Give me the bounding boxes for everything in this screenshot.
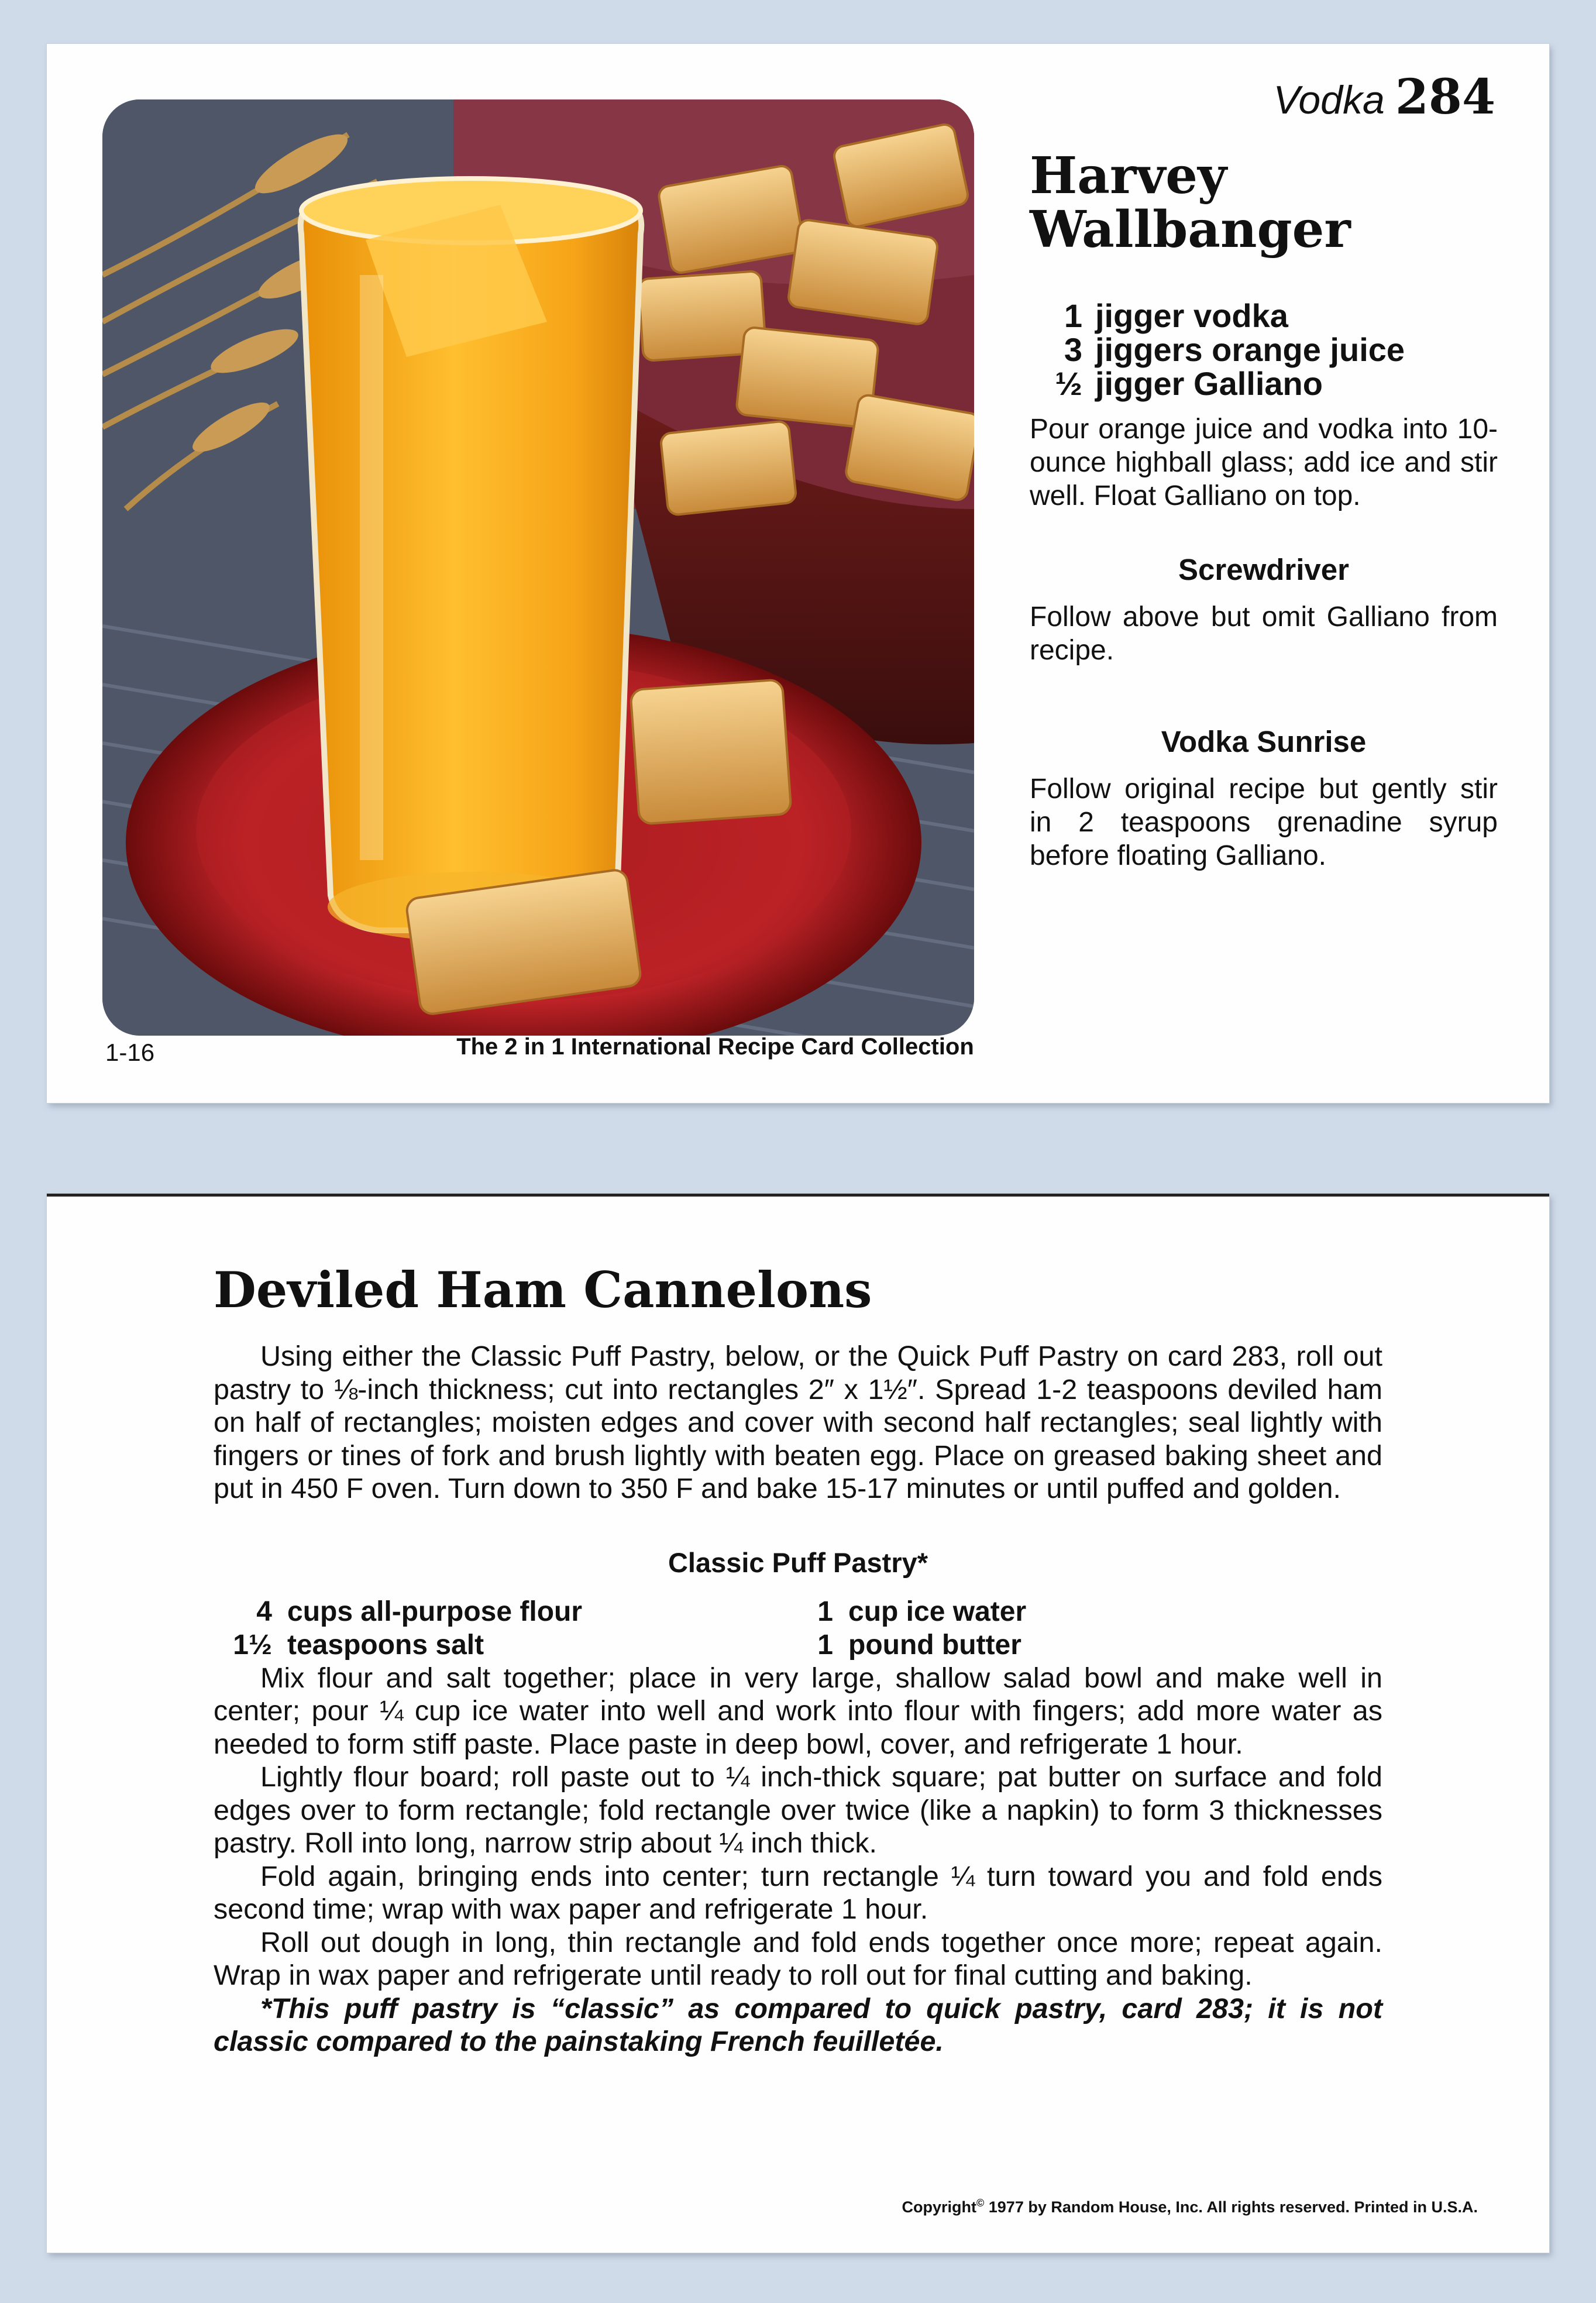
step-paragraph: Lightly flour board; roll paste out to ¼ inch-thick square; pat butter on surface and fold edges over to form rectangle; fold rectangle over twice (like a napkin) to form 3 thicknesses pastry. Roll into long, narrow strip about ¼ inch thick. — [214, 1761, 1382, 1859]
ingredient-item: teaspoons salt — [287, 1629, 484, 1661]
ingredient-row — [798, 1595, 1382, 1628]
directions: Pour orange juice and vodka into 10-ounce highball glass; add ice and stir well. Float Galliano on top. — [1030, 414, 1498, 511]
ingredient-item: cup ice water — [848, 1596, 1027, 1627]
recipe-card-front — [47, 44, 1549, 1103]
recipe-title — [1030, 146, 1498, 259]
ingredient-item: jigger vodka — [1095, 297, 1288, 334]
recipe-title-line-2: Wallbanger — [1030, 200, 1351, 259]
ingredient-qty: 3 — [1064, 331, 1082, 368]
ingredient-row — [798, 1628, 1382, 1662]
back-recipe-title: Deviled Ham Cannelons — [214, 1261, 872, 1319]
ingredient-item: cups all-purpose flour — [287, 1596, 583, 1627]
footnote: *This puff pastry is “classic” as compared to quick pastry, card 283; it is not classic compared to the painstaking French feuilletée. — [214, 1992, 1382, 2057]
card-category-header — [1274, 68, 1495, 126]
ingredient-row — [214, 1595, 798, 1628]
ingredient-qty: 1 — [817, 1596, 833, 1627]
drink-photo — [102, 99, 974, 1036]
ingredient-item: pound butter — [848, 1629, 1021, 1661]
back-recipe-body — [214, 1340, 1382, 2058]
variation-text: Follow original recipe but gently stir in 2 teaspoons grenadine syrup before floating Galliano. — [1030, 774, 1498, 871]
ingredient-qty: 1½ — [233, 1629, 272, 1661]
copyright-text: 1977 by Random House, Inc. All rights reserved. Printed in U.S.A. — [988, 2198, 1478, 2216]
ingredients-left-column — [214, 1595, 798, 1662]
variation-title: Vodka Sunrise — [1161, 725, 1367, 758]
card-number: 284 — [1395, 69, 1495, 125]
recipe-card-back — [47, 1194, 1549, 2253]
recipe-column — [1030, 146, 1498, 872]
card-code: 1-16 — [105, 1039, 155, 1066]
ingredient-item: jigger Galliano — [1095, 365, 1323, 402]
ingredient-qty: 1 — [817, 1629, 833, 1661]
sub-recipe-title: Classic Puff Pastry* — [668, 1546, 928, 1578]
variation-text: Follow above but omit Galliano from recipe. — [1030, 601, 1498, 666]
ingredient-row — [1030, 299, 1498, 333]
step-paragraph: Roll out dough in long, thin rectangle and fold ends together once more; repeat again. Wrap in wax paper and refrigerate until ready to roll out for final cutting and baking. — [214, 1926, 1382, 1991]
intro-paragraph: Using either the Classic Puff Pastry, below, or the Quick Puff Pastry on card 283, roll out pastry to ⅛-inch thickness; cut into rectangles 2″ x 1½″. Spread 1-2 teaspoons deviled ham on half of rectangles; moisten edges and cover with second half rectangles; seal lightly with fingers or tines of fork and brush lightly with beaten egg. Place on greased baking sheet and put in 450 F oven. Turn down to 350 F and bake 15-17 minutes or until puffed and golden. — [214, 1340, 1382, 1504]
ingredient-row — [214, 1628, 798, 1662]
step-paragraph: Fold again, bringing ends into center; turn rectangle ¼ turn toward you and fold ends second time; wrap with wax paper and refrigerate 1 hour. — [214, 1860, 1382, 1925]
ingredient-list — [1030, 299, 1498, 401]
step-paragraph: Mix flour and salt together; place in very large, shallow salad bowl and make well in center; pour ¼ cup ice water into well and work into flour with fingers; add more water as needed to form stiff paste. Place paste in deep bowl, cover, and refrigerate 1 hour. — [214, 1662, 1382, 1760]
ingredient-qty: 1 — [1064, 297, 1082, 334]
ingredient-item: jiggers orange juice — [1095, 331, 1405, 368]
collection-caption: The 2 in 1 International Recipe Card Collection — [456, 1034, 974, 1060]
copyright-notice — [902, 2197, 1478, 2216]
photo-illustration — [102, 99, 974, 1036]
copyright-label: Copyright — [902, 2198, 976, 2216]
ingredient-row — [1030, 333, 1498, 367]
ingredient-qty: ½ — [1055, 365, 1082, 402]
ingredients-right-column — [798, 1595, 1382, 1662]
variation-title: Screwdriver — [1178, 553, 1349, 586]
ingredient-qty: 4 — [256, 1596, 272, 1627]
pastry-ingredients — [214, 1595, 1382, 1662]
copyright-symbol: © — [976, 2197, 985, 2209]
category-label: Vodka — [1273, 78, 1385, 122]
ingredient-row — [1030, 367, 1498, 401]
recipe-title-line-1: Harvey — [1030, 146, 1227, 205]
